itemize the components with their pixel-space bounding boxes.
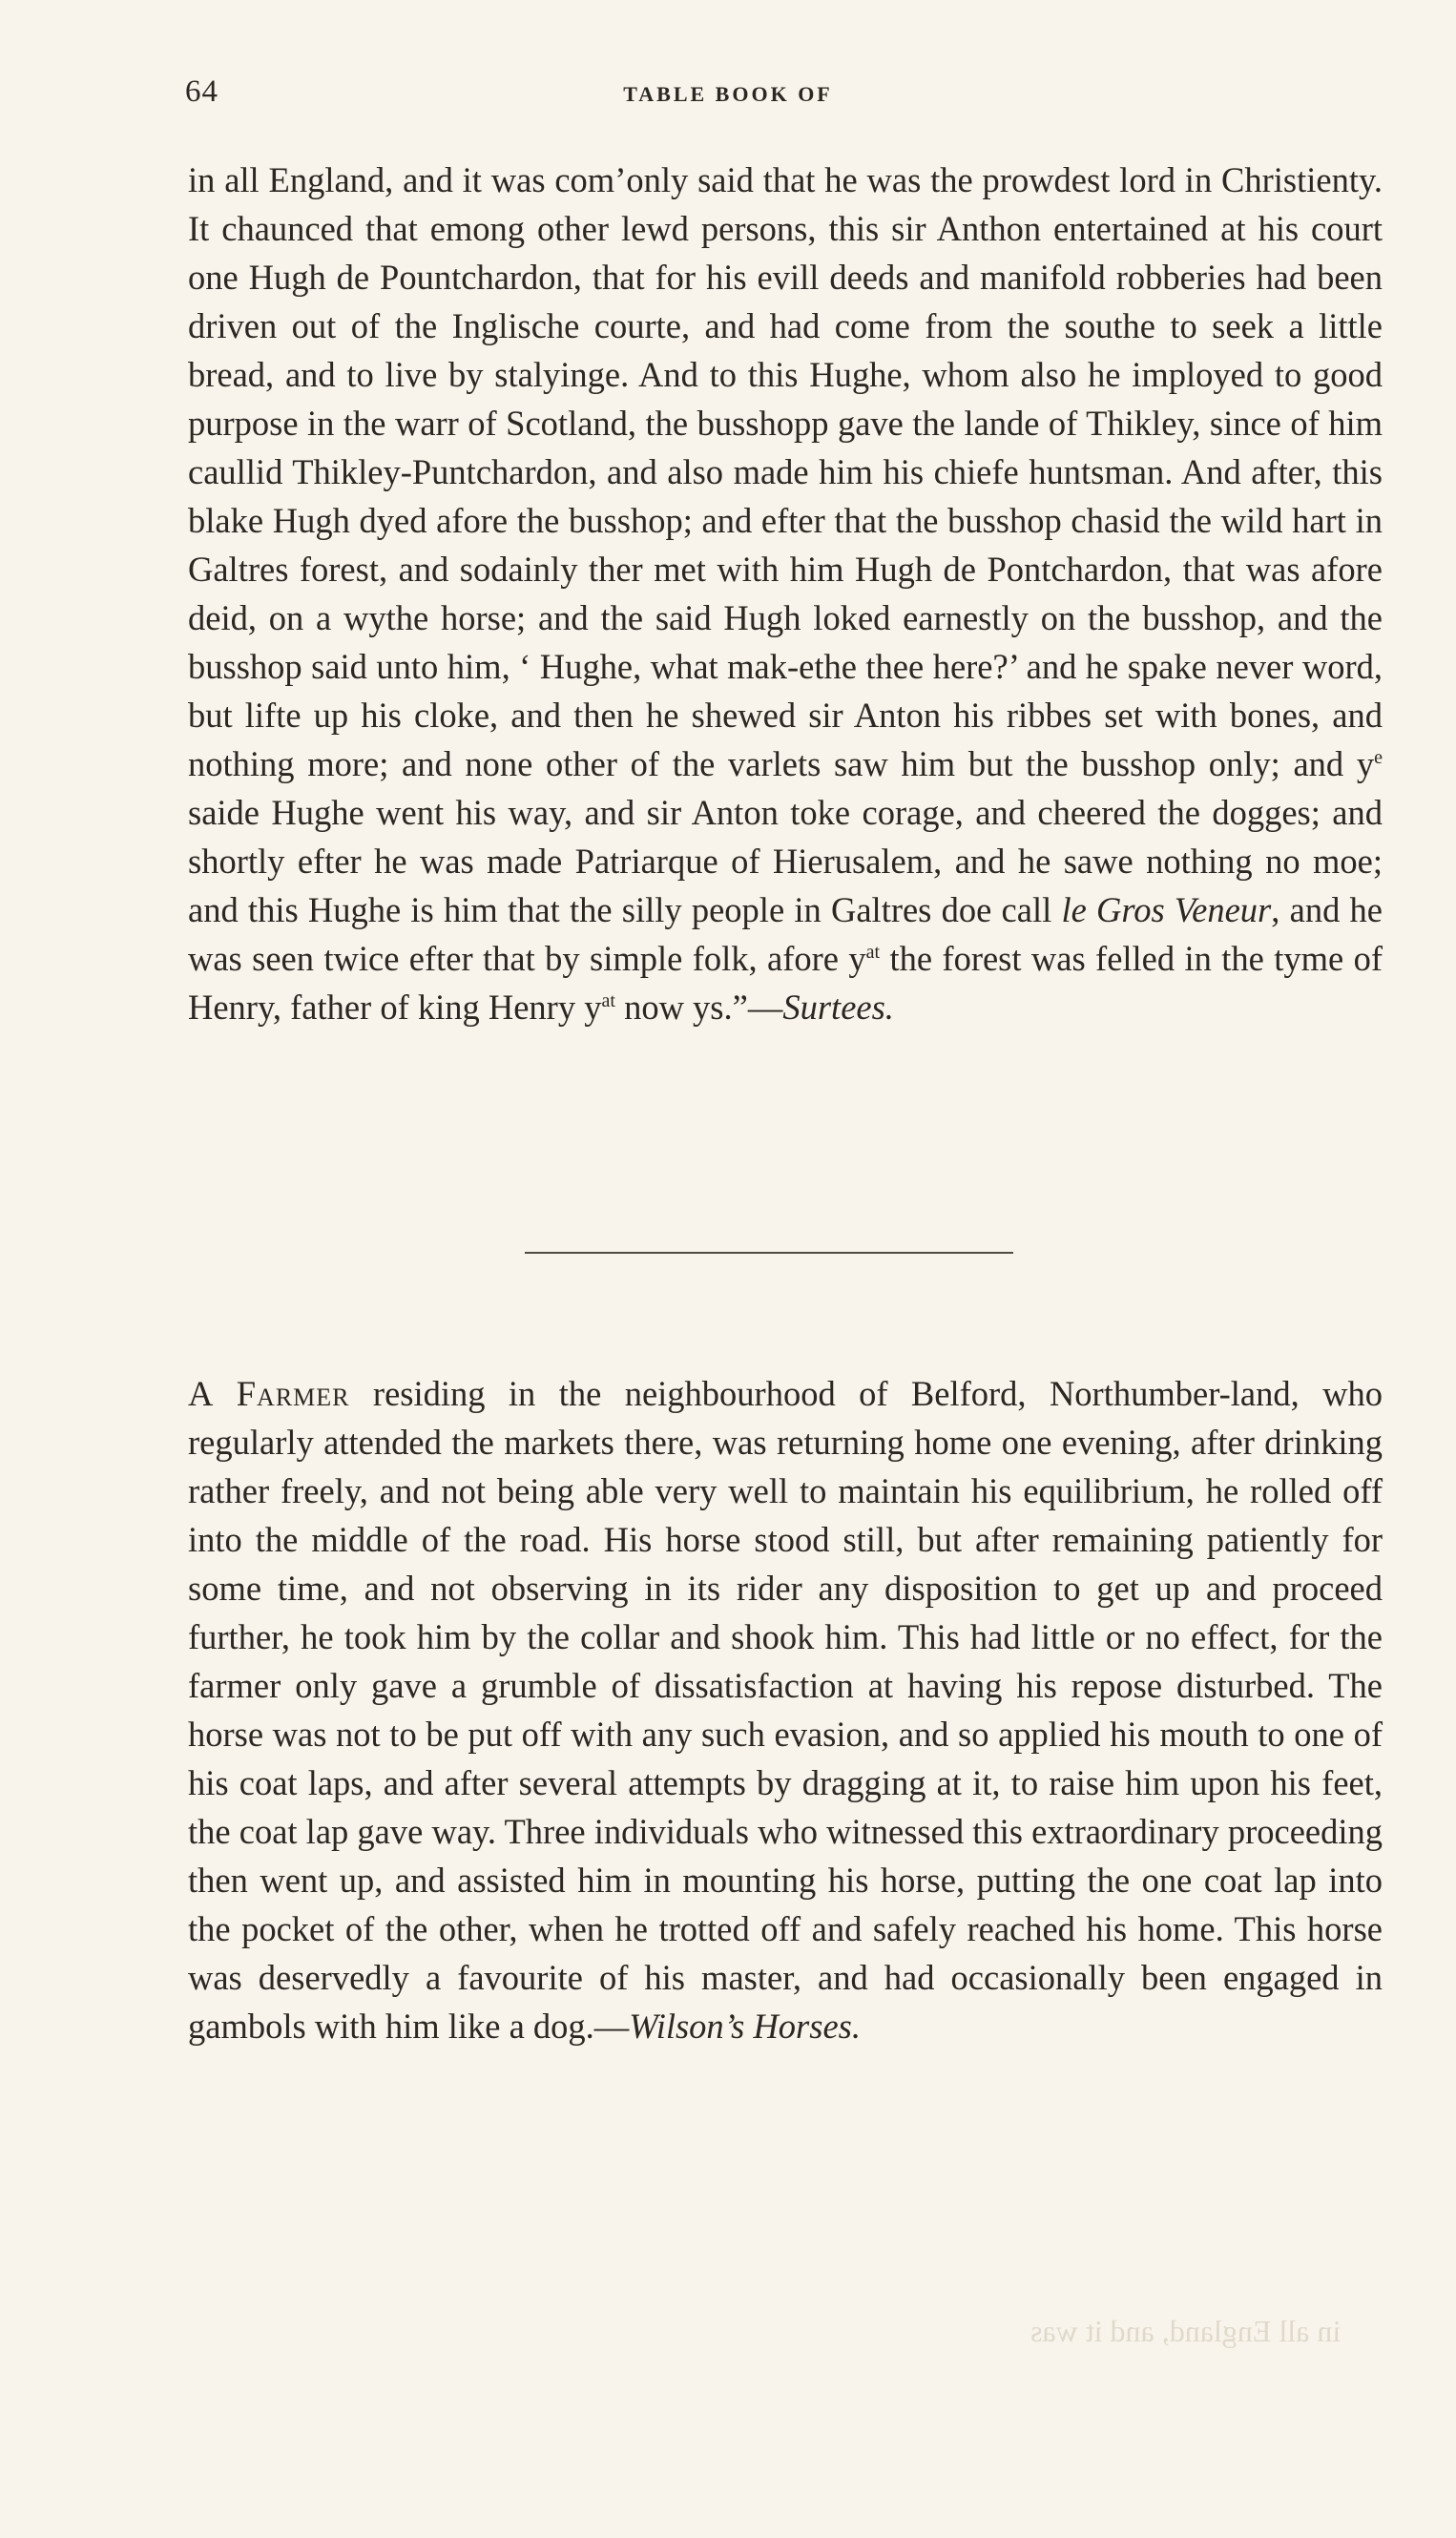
running-head: TABLE BOOK OF: [623, 82, 833, 106]
page-number: 64: [185, 74, 218, 109]
italic-phrase: le Gros Veneur: [1061, 890, 1272, 929]
text-segment: saide Hughe went his way, and sir Anton toke corage, and cheered the dogges; and shortly efter he was made Patriarque of Hierusalem, and he sawe nothing no moe; and this Hughe is him that the silly people in Galtres doe call: [188, 793, 1383, 929]
source-citation: Surtees.: [782, 988, 894, 1027]
small-caps-lead: A Farmer: [188, 1374, 350, 1413]
section-divider: [525, 1252, 1013, 1254]
show-through-text: in all England, and it was: [1030, 2314, 1342, 2348]
text-segment: residing in the neighbourhood of Belford, Northumber-land, who regularly attended the markets there, was returning home one evening, after drinking rather freely, and not being able very well to maintain his equilibrium, he rolled off into the middle of the road. His horse stood still, but after remaining patiently for some time, and not observing in its rider any disposition to get up and proceed further, he took him by the collar and shook him. This had little or no effect, for the farmer only gave a grumble of dissatisfaction at having his repose disturbed. The horse was not to be put off with any such evasion, and so applied his mouth to one of his coat laps, and after several attempts by dragging at it, to raise him upon his feet, the coat lap gave way. Three individuals who witnessed this extraordinary proceeding then went up, and assisted him in mounting his horse, putting the one coat lap into the pocket of the other, when he trotted off and safely reached his home. This horse was deservedly a favourite of his master, and had occasionally been engaged in gambols with him like a dog.—: [188, 1374, 1383, 2046]
source-citation: Wilson’s Horses.: [629, 2007, 862, 2046]
paragraph-farmer-anecdote: [188, 1369, 1383, 2050]
text-segment: the forest was felled in the tyme of Henry, father of king Henry y: [188, 939, 1383, 1027]
text-segment: in all England, and it was com’only said that he was the prowdest lord in Christienty. It chaunced that emong other lewd persons, this sir Anthon entertained at his court one Hugh de Pountchardon, that for his evill deeds and manifold robberies had been driven out of the Inglische courte, and had come from the southe to seek a little bread, and to live by stalyinge. And to this Hughe, whom also he imployed to good purpose in the warr of Scotland, the busshopp gave the lande of Thikley, since of him caullid Thikley-Puntchardon, and also made him his chiefe huntsman. And after, this blake Hugh dyed afore the busshop; and efter that the busshop chasid the wild hart in Galtres forest, and sodainly ther met with him Hugh de Pontchardon, that was afore deid, on a wythe horse; and the said Hugh loked earnestly on the busshop, and the busshop said unto him, ‘ Hughe, what mak-ethe thee here?’ and he spake never word, but lifte up his cloke, and then he shewed sir Anton his ribbes set with bones, and nothing more; and none other of the varlets saw him but the busshop only; and y: [188, 160, 1383, 783]
superscript: at: [601, 989, 615, 1011]
paragraph-surtees-quotation: [188, 156, 1383, 1031]
text-segment: , and he was seen twice efter that by simple folk, afore y: [188, 890, 1383, 978]
text-segment: now ys.”—: [614, 988, 783, 1027]
superscript: at: [865, 941, 881, 963]
superscript: e: [1374, 746, 1383, 768]
